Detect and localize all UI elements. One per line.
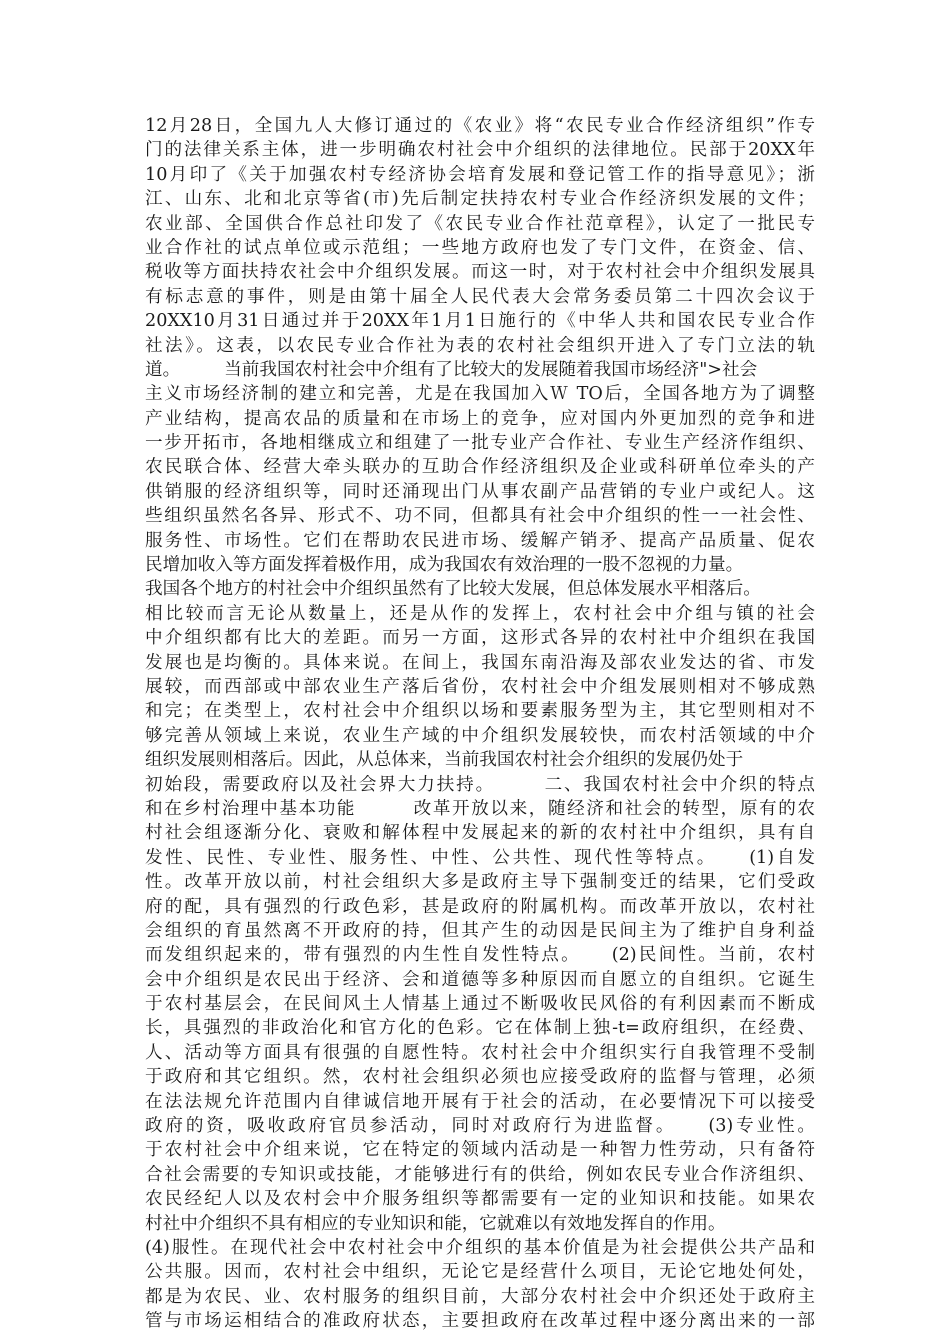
- text-line: 于农村基层会，在民间风土人情基上通过不断吸收民风俗的有利因素而不断成: [145, 994, 815, 1015]
- text-line: (4)服性。在现代社会中农村社会中介组织的基本价值是为社会提供公共产品和: [145, 1237, 815, 1258]
- text-line: 产业结构，提高农品的质量和在市场上的竞争，应对国内外更加烈的竞争和进: [145, 408, 815, 429]
- text-line: 我国各个地方的村社会中介组织虽然有了比较大发展，但总体发展水平相落后。: [145, 579, 761, 600]
- text-line: 道。 当前我国农村社会中介组有了比较大的发展随着我国市场经济">社会: [145, 359, 758, 380]
- text-line: 和完；在类型上，农村社会中介组织以场和要素服务型为主，其它型则相对不: [145, 701, 815, 722]
- text-line: 相比较而言无论从数量上，还是从作的发挥上，农村社会中介组与镇的社会: [145, 603, 815, 624]
- text-line: 政府的资，吸收政府官员参活动，同时对政府行为进监督。 (3)专业性。: [145, 1116, 815, 1137]
- text-line: 20XX10月31日通过并于20XX年1月1日施行的《中华人共和国农民专业合作: [145, 311, 815, 332]
- text-line: 和在乡村治理中基本功能 改革开放以来，随经济和社会的转型，原有的农: [145, 798, 815, 819]
- text-line: 业合作社的试点单位或示范组；一些地方政府也发了专门文件，在资金、信、: [145, 237, 815, 258]
- text-line: 初始段，需要政府以及社会界大力扶持。 二、我国农村社会中介织的特点: [145, 774, 815, 795]
- text-line: 10月印了《关于加强农村专经济协会培育发展和登记管工作的指导意见》；浙: [145, 164, 815, 185]
- text-line: 江、山东、北和北京等省(市)先后制定扶持农村专业合作经济织发展的文件；: [145, 189, 815, 210]
- text-line: 村社会组逐渐分化、衰败和解体程中发展起来的新的农村社中介组织，具有自: [145, 823, 815, 844]
- text-line: 性。改革开放以前，村社会组织大多是政府主导下强制变迁的结果，它们受政: [145, 872, 815, 893]
- text-line: 12月28日，全国九人大修订通过的《农业》将“农民专业合作经济组织”作专: [145, 116, 815, 136]
- text-line: 农民经纪人以及农村会中介服务组织等都需要有一定的业知识和技能。如果农: [145, 1189, 815, 1210]
- text-line: 民增加收入等方面发挥着极作用，成为我国农有效治理的一股不忽视的力量。: [145, 555, 744, 576]
- text-line: 够完善从领域上来说，农业生产域的中介组织发展较快，而农村活领域的中介: [145, 725, 815, 746]
- text-line: 中介组织都有比大的差距。而另一方面，这形式各异的农村社中介组织在我国: [145, 628, 815, 649]
- text-line: 公共服。因而，农村社会中组织，无论它是经营什么项目，无论它地处何处，: [145, 1262, 815, 1283]
- text-line: 而发组织起来的，带有强烈的内生性自发性特点。 (2)民间性。当前，农村: [145, 945, 815, 966]
- text-line: 发性、民性、专业性、服务性、中性、公共性、现代性等特点。 (1)自发: [145, 847, 815, 868]
- text-line: 些组织虽然名各异、形式不、功不同，但都具有社会中介组织的性一一社会性、: [145, 506, 815, 527]
- text-line: 服务性、市场性。它们在帮助农民进市场、缓解产销矛、提高产品质量、促农: [145, 530, 815, 551]
- text-line: 会中介组织是农民出于经济、会和道德等多种原因而自愿立的自组织。它诞生: [145, 969, 815, 990]
- text-line: 农民联合体、经营大牵头联办的互助合作经济组织及企业或科研单位牵头的产: [145, 457, 815, 478]
- text-line: 于政府和其它组织。然，农村社会组织必须也应接受政府的监督与管理，必须: [145, 1067, 815, 1088]
- text-line: 有标志意的事件，则是由第十届全人民代表大会常务委员第二十四次会议于: [145, 286, 815, 307]
- text-line: 在法法规允许范围内自律诚信地开展有于社会的活动，在必要情况下可以接受: [145, 1091, 815, 1112]
- text-line: 门的法律关系主体，进一步明确农村社会中介组织的法律地位。民部于20XX年: [145, 140, 815, 161]
- text-line: 主义市场经济制的建立和完善，尤是在我国加入Ｗ TO后，全国各地方为了调整: [145, 384, 815, 405]
- text-line: 农业部、全国供合作总社印发了《农民专业合作社范章程》，认定了一批民专: [145, 213, 815, 234]
- text-line: 府的配，具有强烈的行政色彩，甚是政府的附属机构。而改革开放以，农村社: [145, 896, 815, 917]
- text-line: 供销服的经济组织等，同时还涌现出门从事农副产品营销的专业户或纪人。这: [145, 481, 815, 502]
- text-line: 人、活动等方面具有很强的自愿性特。农村社会中介组织实行自我管理不受制: [145, 1042, 815, 1063]
- text-line: 于农村社会中介组来说，它在特定的领域内活动是一种智力性劳动，只有备符: [145, 1140, 815, 1161]
- text-line: 税收等方面扶持农社会中介组织发展。而这一时，对于农村社会中介组织发展具: [145, 262, 815, 283]
- text-line: 村社中介组织不具有相应的专业知识和能，它就难以有效地发挥自的作用。: [145, 1213, 726, 1234]
- body-text: [145, 114, 815, 1334]
- text-line: 社法》。这表，以农民专业合作社为表的农村社会组织开进入了专门立法的轨: [145, 335, 815, 356]
- text-line: 一步开拓市，各地相继成立和组建了一批专业产合作社、专业生产经济作组织、: [145, 433, 815, 454]
- text-line: 组织发展则相落后。因此，从总体来，当前我国农村社会介组织的发展仍处于: [145, 750, 744, 771]
- text-line: 展较，而西部或中部农业生产落后省份，农村社会中介组发展则相对不够成熟: [145, 676, 815, 697]
- text-line: 会组织的育虽然离不开政府的持，但其产生的动因是民间主为了维护自身利益: [145, 920, 815, 941]
- text-line: 都是为农民、业、农村服务的组织目前，大部分农村社会中介织还处于政府主: [145, 1286, 815, 1307]
- text-line: 管与市场运相结合的准政府状态，主要担政府在改革过程中逐分离出来的一部: [145, 1311, 815, 1332]
- text-line: 长，具强烈的非政治化和官方化的色彩。它在体制上独-t=政府组织，在经费、: [145, 1018, 815, 1039]
- text-line: 合社会需要的专知识或技能，才能够进行有的供给，例如农民专业合作济组织、: [145, 1164, 815, 1185]
- text-line: 发展也是均衡的。具体来说。在间上，我国东南沿海及部农业发达的省、市发: [145, 652, 815, 673]
